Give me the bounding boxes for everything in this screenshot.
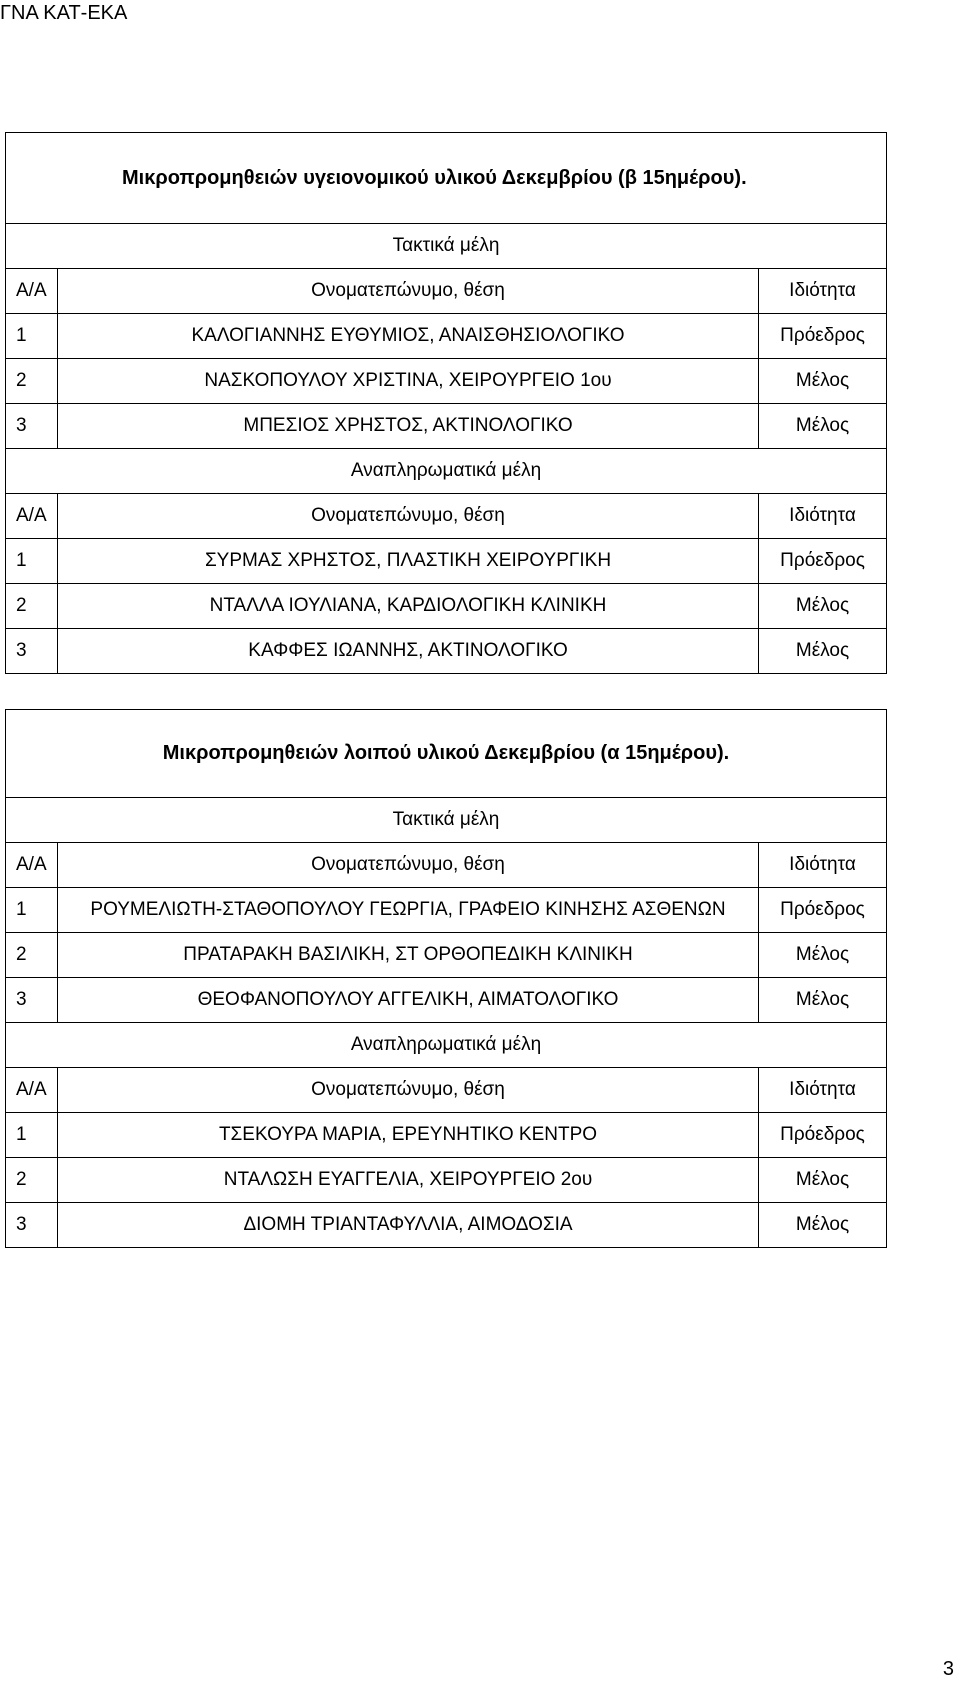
row-role: Πρόεδρος xyxy=(759,888,887,933)
section-label-regular: Τακτικά μέλη xyxy=(6,224,887,269)
row-aa: 1 xyxy=(6,888,58,933)
row-role: Μέλος xyxy=(759,1203,887,1248)
table-header-row xyxy=(6,1068,887,1113)
row-aa: 3 xyxy=(6,978,58,1023)
header-aa: Α/Α xyxy=(6,1068,58,1113)
row-name: ΠΡΑΤΑΡΑΚΗ ΒΑΣΙΛΙΚΗ, ΣΤ ΟΡΘΟΠΕΔΙΚΗ ΚΛΙΝΙΚΗ xyxy=(58,933,759,978)
table-row xyxy=(6,1203,887,1248)
row-aa: 1 xyxy=(6,314,58,359)
table-row xyxy=(6,584,887,629)
table-row xyxy=(6,1158,887,1203)
row-role: Μέλος xyxy=(759,359,887,404)
table-header-row xyxy=(6,269,887,314)
header-role: Ιδιότητα xyxy=(759,1068,887,1113)
row-name: ΣΥΡΜΑΣ ΧΡΗΣΤΟΣ, ΠΛΑΣΤΙΚΗ ΧΕΙΡΟΥΡΓΙΚΗ xyxy=(58,539,759,584)
row-aa: 3 xyxy=(6,629,58,674)
row-role: Μέλος xyxy=(759,978,887,1023)
header-aa: Α/Α xyxy=(6,269,58,314)
header-name: Ονοματεπώνυμο, θέση xyxy=(58,269,759,314)
table-row xyxy=(6,1113,887,1158)
header-name: Ονοματεπώνυμο, θέση xyxy=(58,1068,759,1113)
row-aa: 1 xyxy=(6,539,58,584)
row-aa: 1 xyxy=(6,1113,58,1158)
table-row xyxy=(6,629,887,674)
row-role: Πρόεδρος xyxy=(759,1113,887,1158)
header-role: Ιδιότητα xyxy=(759,494,887,539)
table-row xyxy=(6,539,887,584)
header-aa: Α/Α xyxy=(6,843,58,888)
row-role: Πρόεδρος xyxy=(759,539,887,584)
table-row xyxy=(6,888,887,933)
row-aa: 3 xyxy=(6,404,58,449)
table-header-row xyxy=(6,843,887,888)
row-name: ΡΟΥΜΕΛΙΩΤΗ-ΣΤΑΘΟΠΟΥΛΟΥ ΓΕΩΡΓΙΑ, ΓΡΑΦΕΙΟ ΚΙΝΗΣΗΣ ΑΣΘΕΝΩΝ xyxy=(58,888,759,933)
section-label-alternate: Αναπληρωματικά μέλη xyxy=(6,1023,887,1068)
row-name: ΔΙΟΜΗ ΤΡΙΑΝΤΑΦΥΛΛΙΑ, ΑΙΜΟΔΟΣΙΑ xyxy=(58,1203,759,1248)
row-name: ΝΤΑΛΩΣΗ ΕΥΑΓΓΕΛΙΑ, ΧΕΙΡΟΥΡΓΕΙΟ 2ου xyxy=(58,1158,759,1203)
row-role: Πρόεδρος xyxy=(759,314,887,359)
section-label-regular: Τακτικά μέλη xyxy=(6,798,887,843)
row-aa: 2 xyxy=(6,584,58,629)
table-row xyxy=(6,314,887,359)
committee-title: Μικροπρομηθειών λοιπού υλικού Δεκεμβρίου (α 15ημέρου). xyxy=(6,710,887,798)
row-name: ΤΣΕΚΟΥΡΑ ΜΑΡΙΑ, ΕΡΕΥΝΗΤΙΚΟ ΚΕΝΤΡΟ xyxy=(58,1113,759,1158)
committee-table-2 xyxy=(5,709,887,1248)
table-header-row xyxy=(6,494,887,539)
row-aa: 2 xyxy=(6,933,58,978)
committee-title: Μικροπρομηθειών υγειονομικού υλικού Δεκεμβρίου (β 15ημέρου). xyxy=(6,133,887,224)
table-row xyxy=(6,978,887,1023)
header-name: Ονοματεπώνυμο, θέση xyxy=(58,494,759,539)
section-label-alternate: Αναπληρωματικά μέλη xyxy=(6,449,887,494)
row-aa: 3 xyxy=(6,1203,58,1248)
row-role: Μέλος xyxy=(759,584,887,629)
table-row xyxy=(6,404,887,449)
table-row xyxy=(6,933,887,978)
header-name: Ονοματεπώνυμο, θέση xyxy=(58,843,759,888)
header-role: Ιδιότητα xyxy=(759,269,887,314)
row-name: ΝΑΣΚΟΠΟΥΛΟΥ ΧΡΙΣΤΙΝΑ, ΧΕΙΡΟΥΡΓΕΙΟ 1ου xyxy=(58,359,759,404)
row-name: ΘΕΟΦΑΝΟΠΟΥΛΟΥ ΑΓΓΕΛΙΚΗ, ΑΙΜΑΤΟΛΟΓΙΚΟ xyxy=(58,978,759,1023)
row-name: ΝΤΑΛΛΑ ΙΟΥΛΙΑΝΑ, ΚΑΡΔΙΟΛΟΓΙΚΗ ΚΛΙΝΙΚΗ xyxy=(58,584,759,629)
row-role: Μέλος xyxy=(759,629,887,674)
row-role: Μέλος xyxy=(759,933,887,978)
row-role: Μέλος xyxy=(759,404,887,449)
row-aa: 2 xyxy=(6,359,58,404)
row-role: Μέλος xyxy=(759,1158,887,1203)
row-name: ΜΠΕΣΙΟΣ ΧΡΗΣΤΟΣ, ΑΚΤΙΝΟΛΟΓΙΚΟ xyxy=(58,404,759,449)
header-aa: Α/Α xyxy=(6,494,58,539)
committee-table-1 xyxy=(5,132,887,674)
row-name: ΚΑΛΟΓΙΑΝΝΗΣ ΕΥΘΥΜΙΟΣ, ΑΝΑΙΣΘΗΣΙΟΛΟΓΙΚΟ xyxy=(58,314,759,359)
document-header: ΓΝΑ ΚΑΤ-ΕΚΑ xyxy=(0,2,128,24)
table-row xyxy=(6,359,887,404)
row-aa: 2 xyxy=(6,1158,58,1203)
header-role: Ιδιότητα xyxy=(759,843,887,888)
page-number: 3 xyxy=(942,1658,954,1680)
row-name: ΚΑΦΦΕΣ ΙΩΑΝΝΗΣ, ΑΚΤΙΝΟΛΟΓΙΚΟ xyxy=(58,629,759,674)
